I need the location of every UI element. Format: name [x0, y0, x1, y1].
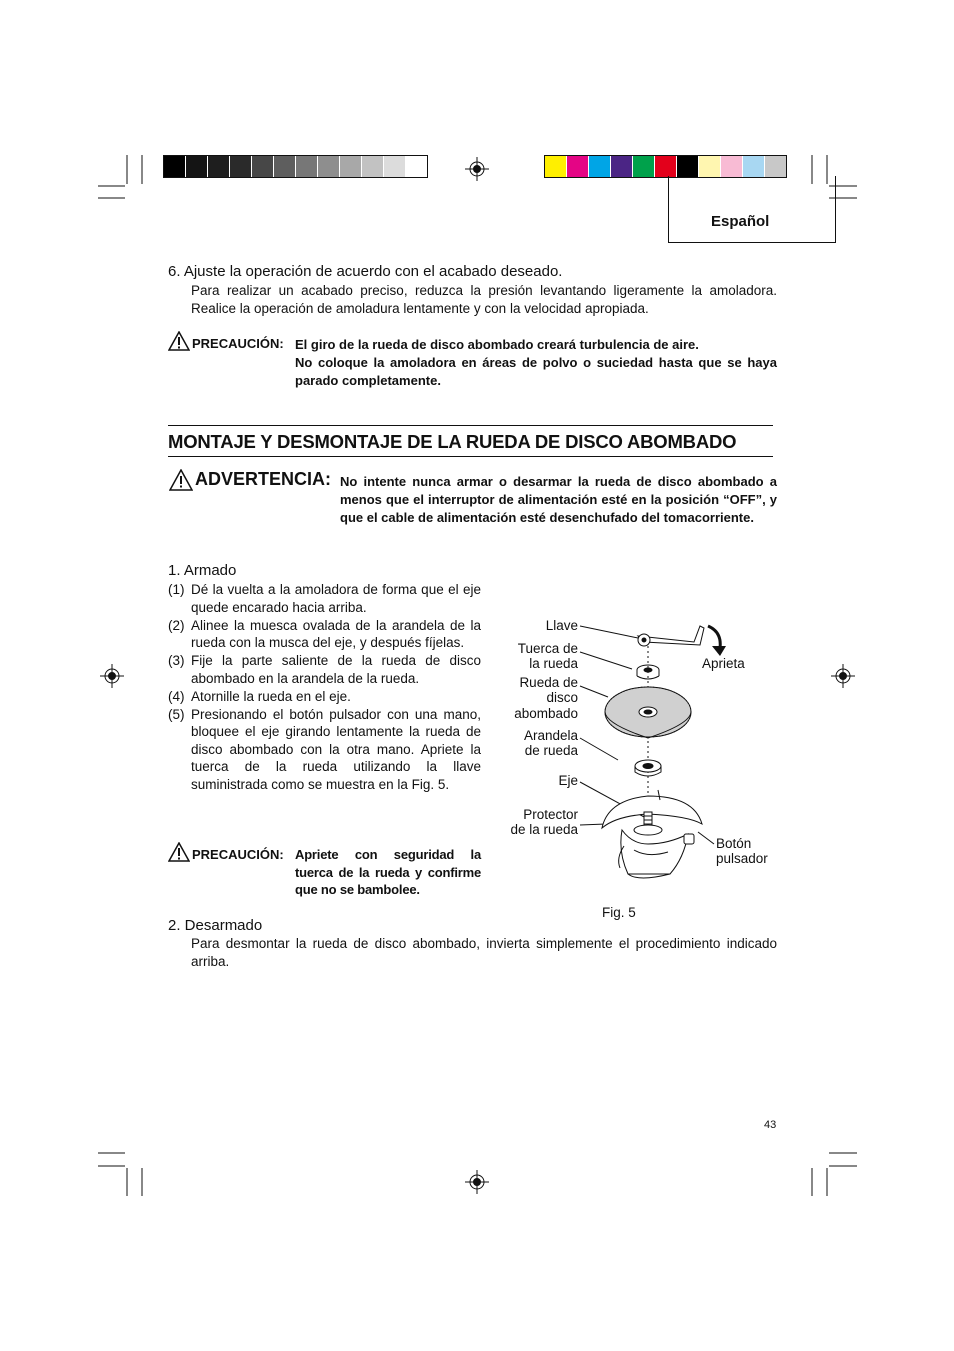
page-number: 43 — [764, 1119, 777, 1131]
caution-block-2 — [168, 842, 190, 862]
desarmado-title: 2. Desarmado — [168, 917, 263, 934]
color-swatch — [566, 156, 588, 177]
figure-5 — [498, 612, 788, 912]
step6-body: Para realizar un acabado preciso, reduzca la presión levantando ligeramente la amoladora. Realice la operación de amoladura lentamente y con la velocidad apropiada. — [191, 283, 777, 316]
step6-title: 6. Ajuste la operación de acuerdo con el acabado deseado. — [168, 263, 563, 280]
label-arandela-1: Arandela — [523, 728, 578, 743]
caution2-label: PRECAUCIÓN: — [192, 847, 284, 862]
label-rueda-2: disco — [546, 690, 578, 705]
color-swatch — [588, 156, 610, 177]
grayscale-bar — [163, 155, 428, 178]
gray-swatch — [207, 156, 229, 177]
gray-swatch — [229, 156, 251, 177]
label-eje: Eje — [558, 773, 578, 788]
gray-swatch — [273, 156, 295, 177]
armado-step: (3) Fije la parte saliente de la rueda de disco abombado en la arandela de la rueda. — [168, 653, 481, 686]
gray-swatch — [339, 156, 361, 177]
color-swatch — [676, 156, 698, 177]
label-tuerca-2: la rueda — [529, 656, 578, 671]
color-swatch — [654, 156, 676, 177]
language-tab — [668, 176, 836, 243]
target-bottom — [465, 1170, 489, 1194]
caution-block-1 — [168, 331, 190, 351]
language-label: Español — [711, 213, 770, 230]
color-swatch — [632, 156, 654, 177]
caution2-text: Apriete con seguridad la tuerca de la rueda y confirme que no se bambolee. — [295, 847, 481, 897]
label-protector-1: Protector — [523, 807, 578, 822]
target-left — [100, 664, 124, 688]
warning-triangle-icon — [169, 469, 193, 491]
color-swatch — [698, 156, 720, 177]
warning-text: No intente nunca armar o desarmar la rueda de disco abombado a menos que el interruptor de alimentación esté en la posición “OFF”, y que el cable de alimentación esté desenchufado del tomacorriente. — [340, 474, 777, 525]
caution1-line2: No coloque la amoladora en áreas de polvo o suciedad hasta que se haya parado completamente. — [295, 355, 777, 388]
armado-step: (4) Atornille la rueda en el eje. — [168, 688, 351, 704]
warning-block — [169, 469, 193, 491]
armado-step: (2) Alinee la muesca ovalada de la arandela de la rueda con la musca del eje, y después fíjelas. — [168, 617, 481, 650]
gray-swatch — [405, 156, 427, 177]
gray-swatch — [164, 156, 185, 177]
gray-swatch — [361, 156, 383, 177]
gray-swatch — [251, 156, 273, 177]
label-aprieta: Aprieta — [702, 656, 745, 671]
color-swatch — [720, 156, 742, 177]
armado-step: (1) Dé la vuelta a la amoladora de forma que el eje quede encarado hacia arriba. — [168, 582, 481, 615]
section-title: MONTAJE Y DESMONTAJE DE LA RUEDA DE DISCO ABOMBADO — [168, 431, 737, 452]
gray-swatch — [317, 156, 339, 177]
label-protector-2: de la rueda — [510, 822, 578, 837]
label-rueda-1: Rueda de — [519, 675, 578, 690]
caution1-label: PRECAUCIÓN: — [192, 336, 284, 351]
armado-step: (5) Presionando el botón pulsador con una mano, bloquee el eje girando lentamente la rueda de disco abombado con la otra mano. Apriete la tuerca de la rueda utilizando la llave suministrada como se muestra en la Fig. 5. — [168, 706, 481, 792]
color-swatch — [764, 156, 786, 177]
color-swatch — [610, 156, 632, 177]
warning-label: ADVERTENCIA: — [195, 469, 332, 489]
warning-triangle-icon — [168, 331, 190, 351]
figure-caption: Fig. 5 — [602, 905, 636, 920]
label-boton-1: Botón — [716, 836, 752, 851]
desarmado-body: Para desmontar la rueda de disco abombado, invierta simplemente el procedimiento indicado arriba. — [191, 936, 777, 969]
gray-swatch — [185, 156, 207, 177]
caution1-line1: El giro de la rueda de disco abombado creará turbulencia de aire. — [295, 337, 699, 352]
label-llave: Llave — [545, 618, 578, 633]
armado-title: 1. Armado — [168, 562, 237, 579]
warning-triangle-icon — [168, 842, 190, 862]
color-bar — [544, 155, 787, 178]
gray-swatch — [383, 156, 405, 177]
color-swatch — [545, 156, 566, 177]
target-top — [465, 157, 489, 181]
label-rueda-3: abombado — [514, 706, 578, 721]
target-right — [831, 664, 855, 688]
color-swatch — [742, 156, 764, 177]
label-boton-2: pulsador — [716, 851, 768, 866]
section-rule-top — [168, 425, 773, 426]
armado-steps — [168, 581, 481, 793]
label-arandela-2: de rueda — [524, 743, 578, 758]
label-tuerca-1: Tuerca de — [517, 641, 578, 656]
section-rule-bottom — [168, 456, 773, 457]
gray-swatch — [295, 156, 317, 177]
